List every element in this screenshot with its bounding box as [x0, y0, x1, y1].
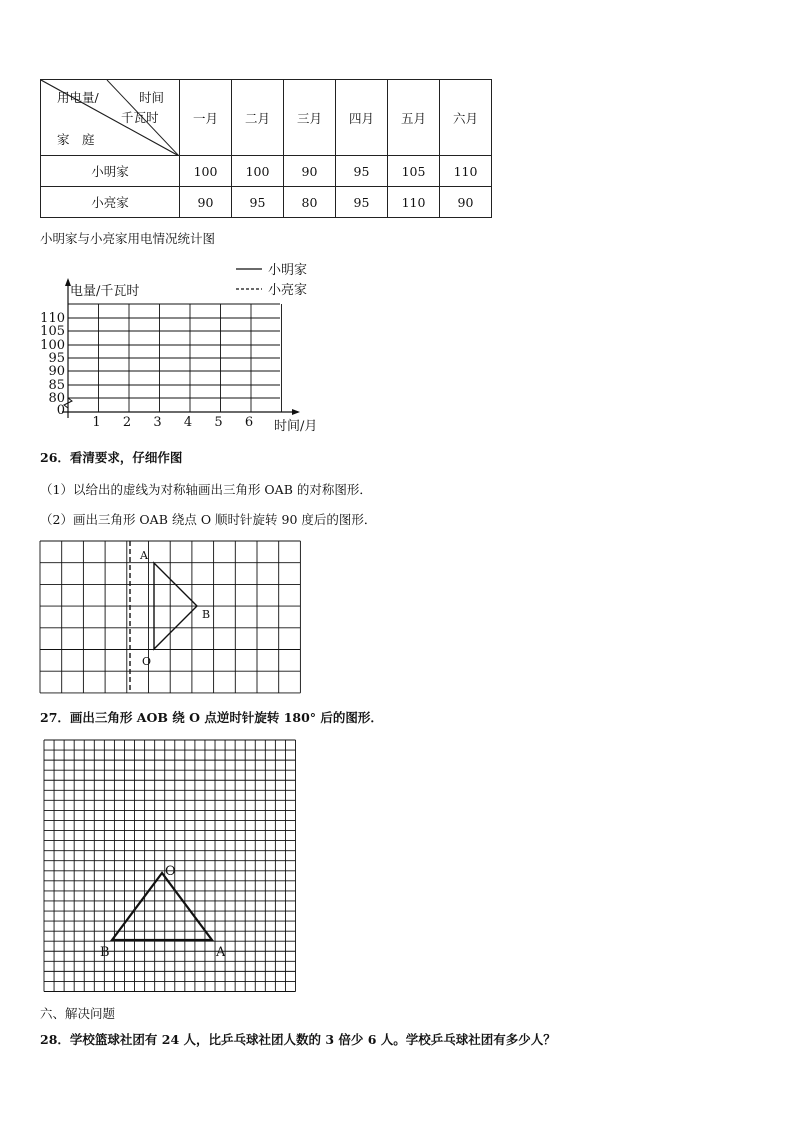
x-axis-arrow [292, 409, 300, 415]
q26-part2: （2）画出三角形 OAB 绕点 O 顺时针旋转 90 度后的图形． [40, 512, 377, 527]
y-tick-label: 95 [48, 351, 65, 366]
table-row [41, 156, 492, 187]
usage-value: 95 [336, 156, 388, 187]
section-heading: 六、解决问题 [40, 1006, 116, 1021]
usage-value: 90 [440, 187, 492, 218]
header-usage-label: 用电量/ [57, 90, 99, 105]
chart-axes [62, 278, 300, 418]
x-tick-label: 6 [244, 415, 254, 430]
y-tick-label: 105 [40, 324, 65, 339]
q28-text: 28．学校篮球社团有 24 人，比乒乓球社团人数的 3 倍少 6 人。学校乒乓球社团有多少人？ [40, 1032, 556, 1047]
month-header: 一月 [180, 80, 232, 156]
usage-value: 95 [336, 187, 388, 218]
x-tick-label: 5 [214, 415, 223, 430]
usage-value: 80 [284, 187, 336, 218]
x-tick-label: 1 [92, 415, 101, 430]
header-unit-label: 千瓦时 [121, 110, 159, 125]
y-axis-label: 电量/千瓦时 [70, 284, 140, 299]
usage-value: 90 [284, 156, 336, 187]
month-header: 二月 [232, 80, 284, 156]
y-tick-label: 0 [56, 403, 65, 418]
month-header: 三月 [284, 80, 336, 156]
q26-title: 26．看清要求，仔细作图 [40, 450, 183, 465]
point-label-o: O [165, 864, 176, 879]
usage-value: 95 [232, 187, 284, 218]
q26-part1: （1）以给出的虚线为对称轴画出三角形 OAB 的对称图形． [40, 482, 372, 497]
electricity-table [40, 79, 492, 218]
y-tick-label: 110 [40, 311, 65, 326]
triangle-aob [112, 873, 212, 940]
chart-legend [236, 263, 307, 298]
x-tick-label: 4 [183, 415, 193, 430]
month-header: 五月 [388, 80, 440, 156]
chart-caption: 小明家与小亮家用电情况统计图 [40, 231, 216, 246]
family-name: 小明家 [41, 156, 180, 187]
usage-value: 105 [388, 156, 440, 187]
x-tick-label: 3 [153, 415, 162, 430]
q26-grid [40, 541, 300, 693]
usage-value: 90 [180, 187, 232, 218]
usage-value: 100 [232, 156, 284, 187]
header-family-label: 家 庭 [57, 132, 95, 147]
x-tick-label: 2 [122, 415, 132, 430]
family-name: 小亮家 [41, 187, 180, 218]
point-label-b: B [202, 608, 211, 621]
x-axis-label: 时间/月 [274, 419, 318, 434]
header-time-label: 时间 [139, 90, 165, 105]
blank-line-chart [40, 258, 340, 438]
point-label-o: O [142, 655, 152, 668]
chart-grid [68, 304, 282, 412]
y-tick-label: 80 [48, 391, 65, 406]
q27-title: 27．画出三角形 AOB 绕 O 点逆时针旋转 180° 后的图形． [40, 710, 383, 725]
table-row [41, 187, 492, 218]
y-tick-label: 85 [48, 378, 65, 393]
usage-value: 110 [440, 156, 492, 187]
month-header: 六月 [440, 80, 492, 156]
q27-grid-figure [42, 738, 298, 992]
usage-value: 100 [180, 156, 232, 187]
point-label-a: A [140, 549, 148, 562]
month-header: 四月 [336, 80, 388, 156]
legend-label: 小明家 [268, 263, 308, 278]
table-diagonal-header [41, 80, 180, 156]
y-tick-label: 100 [40, 338, 65, 353]
point-label-a: A [216, 945, 226, 960]
legend-label: 小亮家 [268, 283, 308, 298]
point-label-b: B [100, 945, 110, 960]
usage-value: 110 [388, 187, 440, 218]
y-tick-label: 90 [48, 364, 65, 379]
q26-grid-figure [38, 539, 314, 695]
